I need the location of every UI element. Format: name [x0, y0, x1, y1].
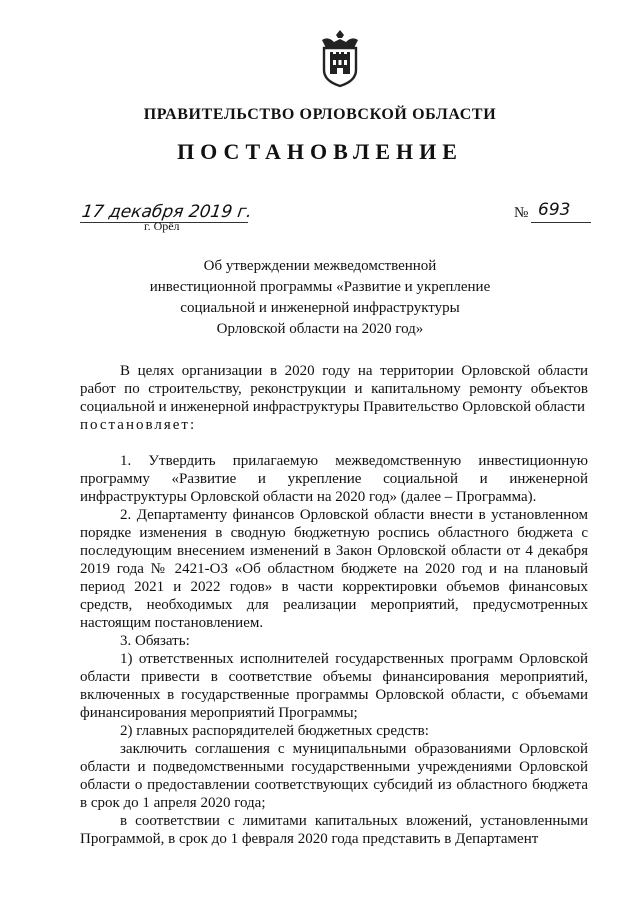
paragraph-3-2-b: в соответствии с лимитами капитальных вложений, установленными Программой, в срок до 1 февраля 2020 года представить в Департамент — [80, 813, 588, 847]
paragraph-3-2-a: заключить соглашения с муниципальными образованиями Орловской области и подведомственными государственными учреждениями Орловской области о предоставлении соответствующих субсидий из областного бюджета в срок до 1 апреля 2020 года; — [80, 741, 588, 811]
government-name: ПРАВИТЕЛЬСТВО ОРЛОВСКОЙ ОБЛАСТИ — [143, 106, 497, 123]
paragraph-3: 3. Обязать: — [120, 633, 190, 649]
document-number: 693 — [538, 200, 571, 220]
title-line: социальной и инженерной инфраструктуры — [180, 300, 460, 316]
number-underline — [531, 222, 591, 223]
preamble-paragraph: В целях организации в 2020 году на территории Орловской области работ по строительству, реконструкции и капитальному ремонту объектов социальной и инженерной инфраструктуры Правительство Орловской области — [80, 363, 588, 415]
document-date: 17 декабря 2019 г. — [80, 202, 254, 222]
paragraph-3-1: 1) ответственных исполнителей государственных программ Орловской области привести в соответствие объемы финансирования мероприятий, включенных в государственные программы Орловской области, с объемами финансирования мероприятий Программы; — [80, 651, 588, 721]
coat-of-arms-icon — [316, 26, 364, 88]
title-line: Об утверждении межведомственной — [203, 258, 437, 274]
resolves-word: постановляет: — [80, 417, 197, 433]
document-city: г. Орёл — [144, 219, 180, 233]
title-line: инвестиционной программы «Развитие и укрепление — [149, 279, 491, 295]
document-title — [0, 256, 640, 340]
document-body — [80, 362, 588, 848]
paragraph-1: 1. Утвердить прилагаемую межведомственную инвестиционную программу «Развитие и укрепление социальной и инженерной инфраструктуры Орловской области на 2020 год» (далее – Программа). — [80, 453, 588, 505]
document-type: ПОСТАНОВЛЕНИЕ — [177, 139, 463, 164]
number-label: № — [514, 205, 529, 221]
title-line: Орловской области на 2020 год» — [216, 321, 424, 337]
paragraph-2: 2. Департаменту финансов Орловской области внести в установленном порядке изменения в сводную бюджетную роспись областного бюджета с последующим внесением изменений в Закон Орловской области от 4 декабря 2019 года № 2421-ОЗ «Об областном бюджете на 2020 год и на плановый период 2021 и 2022 годов» в части корректировки объемов финансовых средств, необходимых для реализации мероприятий, предусмотренных настоящим постановлением. — [80, 507, 588, 631]
paragraph-3-2: 2) главных распорядителей бюджетных средств: — [120, 723, 429, 739]
